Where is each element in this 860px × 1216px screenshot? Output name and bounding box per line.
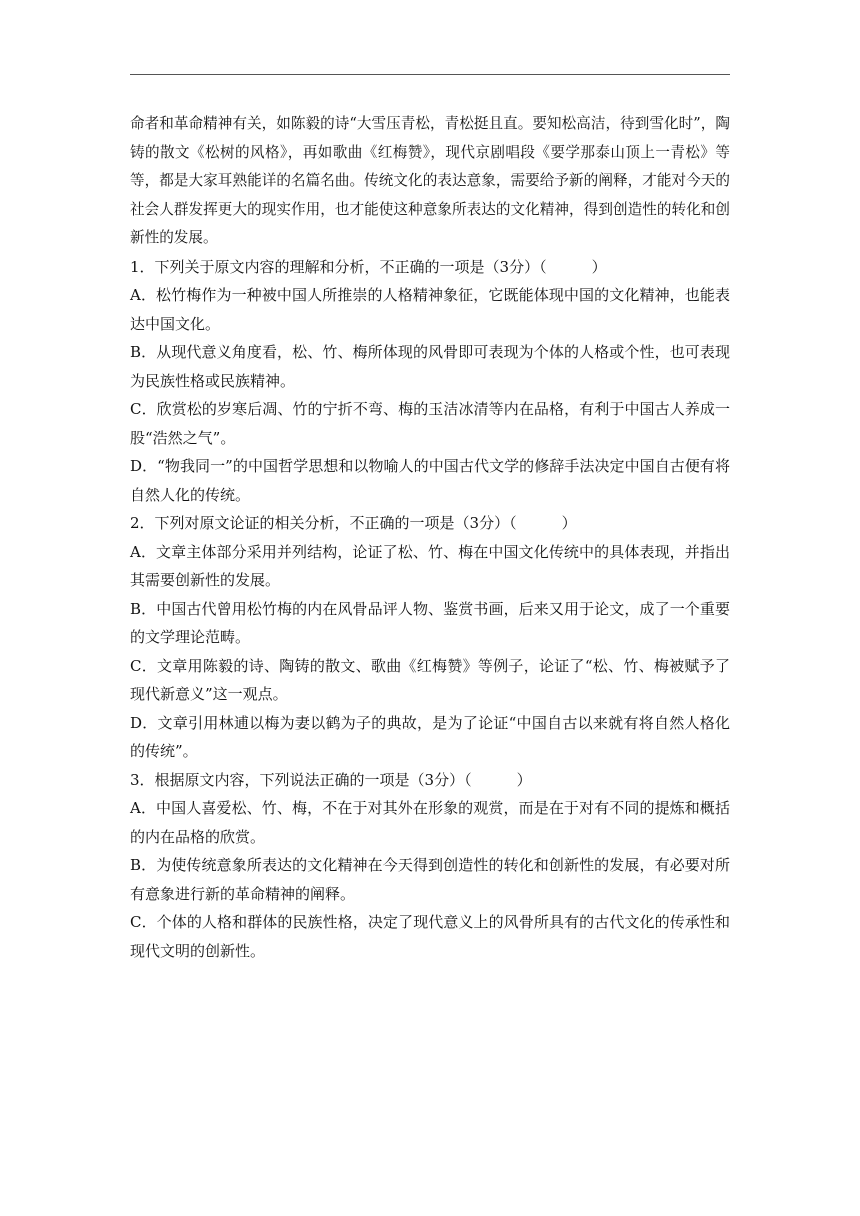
question-1-option-c: C．欣赏松的岁寒后凋、竹的宁折不弯、梅的玉洁冰清等内在品格，有利于中国古人养成一股“浩然之气”。 — [130, 400, 730, 447]
document-body — [130, 110, 730, 965]
question-2-option-b: B．中国古代曾用松竹梅的内在风骨品评人物、鉴赏书画，后来又用于论文，成了一个重要的文学理论范畴。 — [130, 599, 730, 646]
header-rule — [130, 74, 730, 75]
question-1-option-b: B．从现代意义角度看，松、竹、梅所体现的风骨即可表现为个体的人格或个性，也可表现为民族性格或民族精神。 — [130, 343, 730, 390]
question-2-option-c: C．文章用陈毅的诗、陶铸的散文、歌曲《红梅赞》等例子，论证了“松、竹、梅被赋予了现代新意义”这一观点。 — [130, 656, 730, 703]
question-3-option-c: C．个体的人格和群体的民族性格，决定了现代意义上的风骨所具有的古代文化的传承性和现代文明的创新性。 — [130, 913, 730, 960]
question-1-option-d: D．“物我同一”的中国哲学思想和以物喻人的中国古代文学的修辞手法决定中国自古便有将自然人化的传统。 — [130, 457, 730, 504]
passage-paragraph: 命者和革命精神有关，如陈毅的诗“大雪压青松，青松挺且直。要知松高洁，待到雪化时”，陶铸的散文《松树的风格》，再如歌曲《红梅赞》，现代京剧唱段《要学那泰山顶上一青松》等等，都是大家耳熟能详的名篇名曲。传统文化的表达意象，需要给予新的阐释，才能对今天的社会人群发挥更大的现实作用，也才能使这种意象所表达的文化精神，得到创造性的转化和创新性的发展。 — [130, 115, 730, 246]
question-1-option-a: A．松竹梅作为一种被中国人所推崇的人格精神象征，它既能体现中国的文化精神，也能表达中国文化。 — [130, 286, 730, 333]
question-3-stem: 3．根据原文内容，下列说法正确的一项是（3分）（ ） — [130, 770, 532, 789]
question-1-stem: 1．下列关于原文内容的理解和分析，不正确的一项是（3分）（ ） — [130, 257, 607, 276]
question-3-option-a: A．中国人喜爱松、竹、梅，不在于对其外在形象的观赏，而是在于对有不同的提炼和概括的内在品格的欣赏。 — [130, 799, 730, 846]
question-2-option-a: A．文章主体部分采用并列结构，论证了松、竹、梅在中国文化传统中的具体表现，并指出其需要创新性的发展。 — [130, 542, 730, 589]
question-2-stem: 2．下列对原文论证的相关分析，不正确的一项是（3分）（ ） — [130, 514, 577, 532]
question-2-option-d: D．文章引用林逋以梅为妻以鹤为子的典故，是为了论证“中国自古以来就有将自然人格化的传统”。 — [130, 713, 730, 760]
question-3-option-b: B．为使传统意象所表达的文化精神在今天得到创造性的转化和创新性的发展，有必要对所有意象进行新的革命精神的阐释。 — [130, 856, 730, 903]
